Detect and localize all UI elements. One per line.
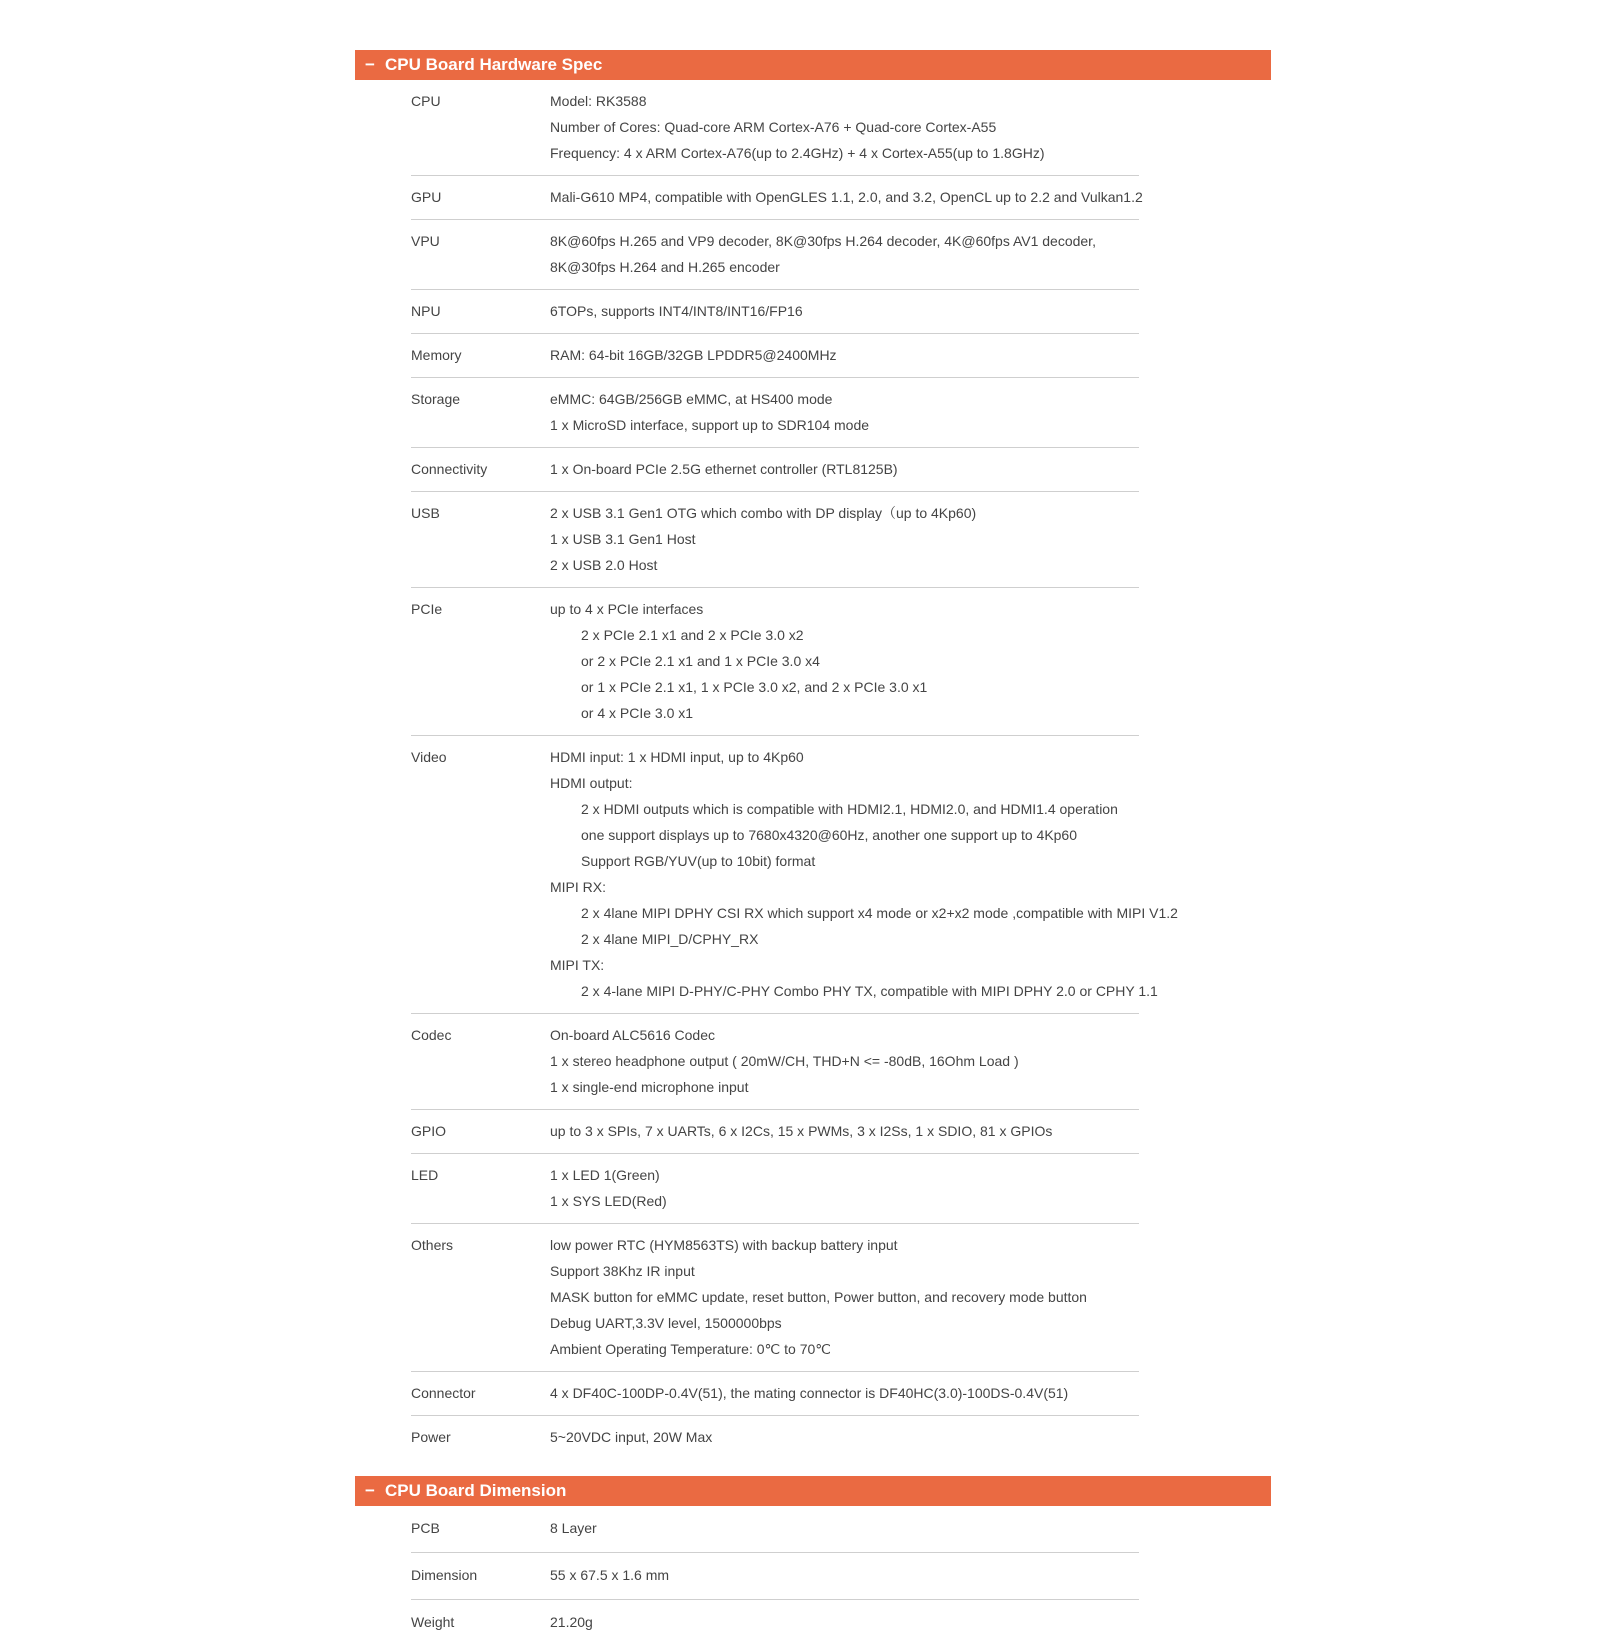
spec-value-line: 4 x DF40C-100DP-0.4V(51), the mating connector is DF40HC(3.0)-100DS-0.4V(51) [550, 1385, 1069, 1401]
spec-value-line: 1 x USB 3.1 Gen1 Host [550, 531, 696, 547]
spec-value-line: 5~20VDC input, 20W Max [550, 1429, 713, 1445]
hardware-spec-table [411, 80, 1178, 1459]
spec-row [411, 1506, 1139, 1553]
spec-value-line: MASK button for eMMC update, reset button, Power button, and recovery mode button [550, 1289, 1087, 1305]
spec-value-line: 2 x USB 3.1 Gen1 OTG which combo with DP display（up to 4Kp60) [550, 505, 977, 521]
spec-value-line: 8 Layer [550, 1520, 597, 1536]
spec-values [550, 184, 1143, 210]
spec-value-line: 2 x PCIe 2.1 x1 and 2 x PCIe 3.0 x2 [581, 627, 804, 643]
spec-row [411, 334, 1139, 378]
spec-value-line: up to 3 x SPIs, 7 x UARTs, 6 x I2Cs, 15 x PWMs, 3 x I2Ss, 1 x SDIO, 81 x GPIOs [550, 1123, 1053, 1139]
spec-values [550, 228, 1139, 280]
spec-value-line: 8K@30fps H.264 and H.265 encoder [550, 259, 780, 275]
spec-label: Codec [411, 1027, 452, 1043]
spec-value-line: Support 38Khz IR input [550, 1263, 695, 1279]
spec-values [550, 298, 1139, 324]
spec-row [411, 1224, 1139, 1372]
spec-value-line: low power RTC (HYM8563TS) with backup battery input [550, 1237, 898, 1253]
minus-icon[interactable]: − [365, 1481, 375, 1500]
spec-row [411, 176, 1143, 220]
spec-values [550, 596, 1139, 726]
spec-value-line: 1 x stereo headphone output ( 20mW/CH, THD+N <= -80dB, 16Ohm Load ) [550, 1053, 1019, 1069]
spec-row [411, 220, 1139, 290]
spec-values [550, 1162, 1139, 1214]
spec-values [550, 1022, 1139, 1100]
spec-value-line: 2 x HDMI outputs which is compatible with HDMI2.1, HDMI2.0, and HDMI1.4 operation [581, 801, 1118, 817]
section-title: CPU Board Hardware Spec [385, 55, 603, 74]
spec-row [411, 1553, 1139, 1600]
spec-label: Dimension [411, 1567, 478, 1583]
spec-value-line: HDMI input: 1 x HDMI input, up to 4Kp60 [550, 749, 804, 765]
spec-value-line: or 2 x PCIe 2.1 x1 and 1 x PCIe 3.0 x4 [581, 653, 820, 669]
spec-values [550, 500, 1139, 578]
spec-value-line: On-board ALC5616 Codec [550, 1027, 715, 1043]
spec-value-line: 2 x 4lane MIPI DPHY CSI RX which support x4 mode or x2+x2 mode ,compatible with MIPI V1.2 [581, 905, 1178, 921]
spec-value-line: Number of Cores: Quad-core ARM Cortex-A76 + Quad-core Cortex-A55 [550, 119, 997, 135]
spec-label: Connectivity [411, 461, 488, 477]
spec-value-line: Debug UART,3.3V level, 1500000bps [550, 1315, 782, 1331]
spec-value-line: 6TOPs, supports INT4/INT8/INT16/FP16 [550, 303, 803, 319]
spec-row [411, 1110, 1139, 1154]
section-title: CPU Board Dimension [385, 1481, 567, 1500]
spec-value-line: MIPI TX: [550, 957, 605, 973]
spec-label: Power [411, 1429, 451, 1445]
spec-value-line: or 1 x PCIe 2.1 x1, 1 x PCIe 3.0 x2, and 2 x PCIe 3.0 x1 [581, 679, 928, 695]
spec-value-line: Support RGB/YUV(up to 10bit) format [581, 853, 816, 869]
spec-value-line: up to 4 x PCIe interfaces [550, 601, 704, 617]
spec-row [411, 1372, 1139, 1416]
spec-values [550, 1232, 1139, 1362]
spec-values [550, 386, 1139, 438]
spec-value-line: Mali-G610 MP4, compatible with OpenGLES 1.1, 2.0, and 3.2, OpenCL up to 2.2 and Vulkan1.2 [550, 189, 1143, 205]
spec-label: GPU [411, 189, 442, 205]
spec-label: GPIO [411, 1123, 447, 1139]
spec-values [550, 342, 1139, 368]
spec-values [550, 1118, 1139, 1144]
spec-row [411, 448, 1139, 492]
spec-row [411, 378, 1139, 448]
spec-value-line: 55 x 67.5 x 1.6 mm [550, 1567, 670, 1583]
spec-value-line: 1 x MicroSD interface, support up to SDR104 mode [550, 417, 870, 433]
spec-label: VPU [411, 233, 440, 249]
spec-values [550, 88, 1139, 166]
spec-values [550, 1515, 1139, 1541]
spec-label: NPU [411, 303, 441, 319]
spec-page [355, 50, 1271, 1646]
hardware-spec-section [355, 50, 1271, 1459]
spec-label: Video [411, 749, 447, 765]
spec-label: Memory [411, 347, 462, 363]
spec-value-line: 1 x LED 1(Green) [550, 1167, 660, 1183]
minus-icon[interactable]: − [365, 55, 375, 74]
spec-values [550, 744, 1178, 1004]
spec-row [411, 588, 1139, 736]
spec-label: Weight [411, 1614, 455, 1630]
spec-values [550, 1380, 1139, 1406]
spec-value-line: 2 x 4-lane MIPI D-PHY/C-PHY Combo PHY TX, compatible with MIPI DPHY 2.0 or CPHY 1.1 [581, 983, 1158, 999]
spec-label: Storage [411, 391, 461, 407]
hardware-spec-header[interactable] [355, 50, 1271, 80]
spec-value-line: 2 x 4lane MIPI_D/CPHY_RX [581, 931, 759, 947]
spec-value-line: 21.20g [550, 1614, 593, 1630]
dimension-table [411, 1506, 1139, 1646]
spec-label: LED [411, 1167, 439, 1183]
spec-label: Others [411, 1237, 454, 1253]
spec-row [411, 736, 1178, 1014]
dimension-section [355, 1476, 1271, 1646]
spec-value-line: Frequency: 4 x ARM Cortex-A76(up to 2.4GHz) + 4 x Cortex-A55(up to 1.8GHz) [550, 145, 1045, 161]
spec-label: USB [411, 505, 440, 521]
spec-row [411, 290, 1139, 334]
spec-value-line: eMMC: 64GB/256GB eMMC, at HS400 mode [550, 391, 833, 407]
spec-values [550, 1562, 1139, 1588]
spec-row [411, 1600, 1139, 1646]
spec-values [550, 1424, 1139, 1450]
spec-value-line: 1 x On-board PCIe 2.5G ethernet controller (RTL8125B) [550, 461, 898, 477]
spec-label: PCB [411, 1520, 440, 1536]
spec-value-line: one support displays up to 7680x4320@60Hz, another one support up to 4Kp60 [581, 827, 1078, 843]
spec-value-line: 8K@60fps H.265 and VP9 decoder, 8K@30fps H.264 decoder, 4K@60fps AV1 decoder, [550, 233, 1096, 249]
spec-value-line: 2 x USB 2.0 Host [550, 557, 658, 573]
spec-value-line: or 4 x PCIe 3.0 x1 [581, 705, 694, 721]
spec-row [411, 1014, 1139, 1110]
spec-row [411, 80, 1139, 176]
spec-values [550, 1609, 1139, 1635]
spec-value-line: Model: RK3588 [550, 93, 647, 109]
dimension-header[interactable] [355, 1476, 1271, 1506]
spec-label: PCIe [411, 601, 443, 617]
spec-value-line: MIPI RX: [550, 879, 607, 895]
spec-row [411, 1154, 1139, 1224]
spec-value-line: Ambient Operating Temperature: 0℃ to 70℃ [550, 1341, 831, 1357]
spec-row [411, 492, 1139, 588]
spec-label: CPU [411, 93, 441, 109]
spec-row [411, 1416, 1139, 1459]
spec-value-line: 1 x single-end microphone input [550, 1079, 749, 1095]
section-gap [355, 1459, 1271, 1476]
spec-value-line: 1 x SYS LED(Red) [550, 1193, 667, 1209]
spec-value-line: HDMI output: [550, 775, 633, 791]
spec-values [550, 456, 1139, 482]
spec-value-line: RAM: 64-bit 16GB/32GB LPDDR5@2400MHz [550, 347, 837, 363]
spec-label: Connector [411, 1385, 476, 1401]
